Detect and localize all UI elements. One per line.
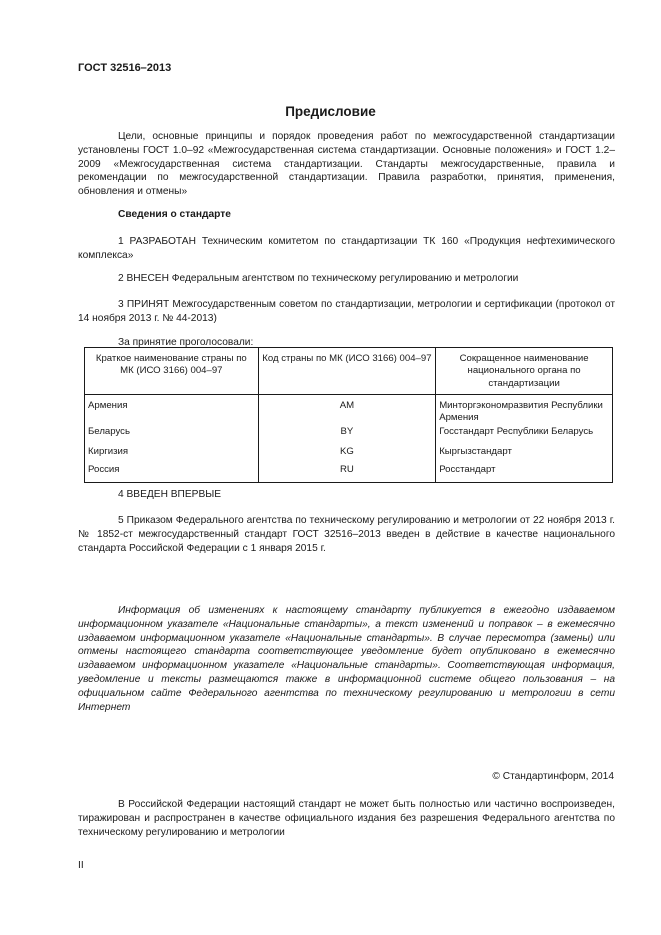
code-cell: KG xyxy=(258,444,436,462)
column-header-country: Краткое наименование страны по МК (ИСО 3166) 004–97 xyxy=(85,348,259,395)
item-developed: 1 РАЗРАБОТАН Техническим комитетом по стандартизации ТК 160 «Продукция нефтехимического комплекса» xyxy=(78,236,615,261)
code-cell: BY xyxy=(258,424,436,444)
item-adopted: 3 ПРИНЯТ Межгосударственным советом по стандартизации, метрологии и сертификации (протокол от 14 ноября 2013 г. № 44-2013) xyxy=(78,299,615,324)
item-first-introduced: 4 ВВЕДЕН ВПЕРВЫЕ xyxy=(118,489,222,500)
column-header-code: Код страны по МК (ИСО 3166) 004–97 xyxy=(258,348,436,395)
table-row xyxy=(85,444,613,462)
code-cell: RU xyxy=(258,462,436,482)
notice-paragraph: Информация об изменениях к настоящему стандарту публикуется в ежегодно издаваемом информационном указателе «Национальные стандарты», а текст изменений и поправок – в ежемесячно издаваемом информационном указателе «Национальные стандарты». В случае пересмотра (замены) или отмены настоящего стандарта соответствующее уведомление будет опубликовано в ежемесячно издаваемом информационном указателе «Национальные стандарты». Соответствующая информация, уведомление и тексты размещаются также в информационной системе общего пользования – на официальном сайте Федерального агентства по техническому регулированию и метрологии в сети Интернет xyxy=(78,605,615,713)
standards-body-cell: Госстандарт Республики Беларусь xyxy=(436,424,613,444)
country-cell: Россия xyxy=(85,462,259,482)
voted-label: За принятие проголосовали: xyxy=(118,337,254,348)
voting-table xyxy=(84,347,613,483)
standards-body-cell: Минторгэкономразвития Республики Армения xyxy=(436,394,613,424)
country-cell: Армения xyxy=(85,394,259,424)
country-cell: Киргизия xyxy=(85,444,259,462)
table-row xyxy=(85,424,613,444)
item-order: 5 Приказом Федерального агентства по техническому регулированию и метрологии от 22 ноября 2013 г. № 1852-ст межгосударственный стандарт ГОСТ 32516–2013 введен в действие в качестве национального стандарта Российской Федерации с 1 января 2015 г. xyxy=(78,515,615,554)
country-cell: Беларусь xyxy=(85,424,259,444)
code-cell: AM xyxy=(258,394,436,424)
rights-paragraph: В Российской Федерации настоящий стандарт не может быть полностью или частично воспроизведен, тиражирован и распространен в качестве официального издания без разрешения Федерального агентства по техническому регулированию и метрологии xyxy=(78,799,615,838)
standards-body-cell: Росстандарт xyxy=(436,462,613,482)
page-title: Предисловие xyxy=(285,104,376,119)
column-header-body: Сокращенное наименование национального органа по стандартизации xyxy=(436,348,613,395)
table-header-row xyxy=(85,348,613,395)
info-heading: Сведения о стандарте xyxy=(118,209,231,220)
copyright-notice: © Стандартинформ, 2014 xyxy=(492,771,614,782)
intro-paragraph: Цели, основные принципы и порядок проведения работ по межгосударственной стандартизации установлены ГОСТ 1.0–92 «Межгосударственная система стандартизации. Основные положения» и ГОСТ 1.2–2009 «Межгосударственная система стандартизации. Стандарты межгосударственные, правила и рекомендации по межгосударственной стандартизации. Правила разработки, принятия, применения, обновления и отмены» xyxy=(78,131,615,198)
table-row xyxy=(85,394,613,424)
standards-body-cell: Кыргызстандарт xyxy=(436,444,613,462)
document-header: ГОСТ 32516–2013 xyxy=(78,62,172,74)
page-number: II xyxy=(78,860,84,871)
table-row xyxy=(85,462,613,482)
item-introduced: 2 ВНЕСЕН Федеральным агентством по техническому регулированию и метрологии xyxy=(118,273,519,284)
